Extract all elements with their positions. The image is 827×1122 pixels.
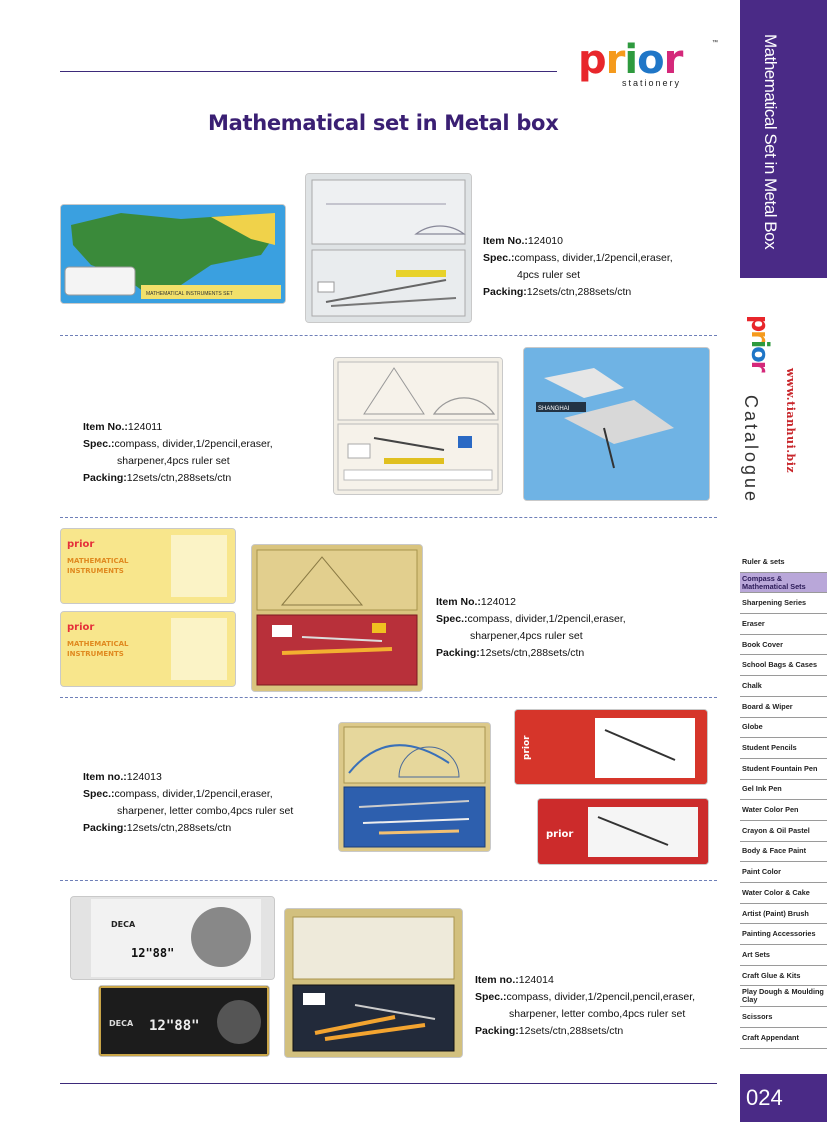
category-item-active[interactable]: Compass & Mathematical Sets [740,573,827,594]
svg-text:12"88": 12"88" [131,946,175,960]
product-image-124011-lid [523,347,710,501]
section-divider [60,880,717,881]
category-item[interactable]: Student Fountain Pen [740,759,827,780]
svg-text:prior: prior [546,829,574,840]
bottom-rule [60,1083,717,1084]
product-info-124011: Item No.:124011 Spec.:compass, divider,1/2pencil,eraser, sharpener,4pcs ruler set Packing:12sets/ctn,288sets/ctn [83,421,273,484]
item-number: 124012 [480,596,516,608]
category-item[interactable]: Ruler & sets [740,552,827,573]
product-image-124013-card [514,709,708,785]
category-item[interactable]: Artist (Paint) Brush [740,904,827,925]
category-item[interactable]: Painting Accessories [740,924,827,945]
item-number: 124014 [518,974,554,986]
category-item[interactable]: Scissors [740,1007,827,1028]
product-info-124014: Item no.:124014 Spec.:compass, divider,1/2pencil,pencil,eraser, sharpener, letter combo,4pcs ruler set Packing:12sets/ctn,288sets/ctn [475,974,696,1037]
category-item[interactable]: Gel Ink Pen [740,780,827,801]
category-item[interactable]: Crayon & Oil Pastel [740,821,827,842]
category-item[interactable]: Chalk [740,676,827,697]
product-info-124012: Item No.:124012 Spec.:compass, divider,1/2pencil,eraser, sharpener,4pcs ruler set Packing:12sets/ctn,288sets/ctn [436,596,626,659]
svg-text:MATHEMATICAL: MATHEMATICAL [67,640,129,648]
svg-text:MATHEMATICAL: MATHEMATICAL [67,557,129,565]
sidebar-band-title: Mathematical Set in Metal Box [761,34,780,250]
svg-text:INSTRUMENTS: INSTRUMENTS [67,650,124,658]
svg-text:SHANGHAI: SHANGHAI [538,406,570,412]
category-item[interactable]: Art Sets [740,945,827,966]
category-item[interactable]: Book Cover [740,635,827,656]
product-image-124010-lid [60,204,286,304]
brand-sub: stationery [622,78,682,88]
category-item[interactable]: Paint Color [740,862,827,883]
section-divider [60,517,717,518]
category-list [740,552,827,1049]
product-image-124010-open [305,173,472,323]
product-info-124010: Item No.:124010 Spec.:compass, divider,1/2pencil,eraser, 4pcs ruler set Packing:12sets/ctn,288sets/ctn [483,235,673,298]
product-image-124013-box [537,798,709,865]
sidebar-url[interactable]: www.tianhui.biz [784,368,797,474]
category-item[interactable]: Water Color & Cake [740,883,827,904]
category-item[interactable]: Globe [740,718,827,739]
svg-text:DECA: DECA [109,1019,134,1028]
item-number: 124010 [527,235,563,247]
top-rule [60,71,557,72]
item-number: 124013 [126,771,162,783]
product-image-124012-lid-bottom [60,611,236,687]
product-image-124012-open [251,544,423,692]
category-item[interactable]: School Bags & Cases [740,655,827,676]
svg-text:INSTRUMENTS: INSTRUMENTS [67,567,124,575]
svg-text:prior: prior [522,735,532,760]
svg-text:DECA: DECA [111,920,136,929]
category-item[interactable]: Eraser [740,614,827,635]
item-number: 124011 [127,421,163,433]
svg-text:12"88": 12"88" [149,1018,200,1034]
category-item[interactable]: Sharpening Series [740,593,827,614]
product-image-124011-open [333,357,503,495]
product-image-124012-lid-top [60,528,236,604]
svg-text:MATHEMATICAL INSTRUMENTS SET: MATHEMATICAL INSTRUMENTS SET [146,291,233,297]
product-image-124014-box [98,985,270,1057]
category-item[interactable]: Water Color Pen [740,800,827,821]
category-item[interactable]: Craft Appendant [740,1028,827,1049]
sidebar-catalogue: Catalogue [741,395,761,505]
product-image-124014-open [284,908,463,1058]
category-item[interactable]: Craft Glue & Kits [740,966,827,987]
category-item[interactable]: Body & Face Paint [740,842,827,863]
category-item[interactable]: Play Dough & Moulding Clay [740,986,827,1007]
product-image-124013-open [338,722,491,852]
svg-text:prior: prior [67,539,95,550]
category-item[interactable]: Student Pencils [740,738,827,759]
svg-text:prior: prior [67,622,95,633]
sidebar-logo: prior [746,315,774,371]
product-image-124014-card [70,896,275,980]
category-item[interactable]: Board & Wiper [740,697,827,718]
section-divider [60,335,717,336]
section-divider [60,697,717,698]
product-info-124013: Item no.:124013 Spec.:compass, divider,1/2pencil,eraser, sharpener, letter combo,4pcs ruler set Packing:12sets/ctn,288sets/ctn [83,771,294,834]
page-number: 024 [740,1074,827,1122]
brand-logo: prior stationery ™ [578,37,718,88]
page-title: Mathematical set in Metal box [208,111,559,135]
